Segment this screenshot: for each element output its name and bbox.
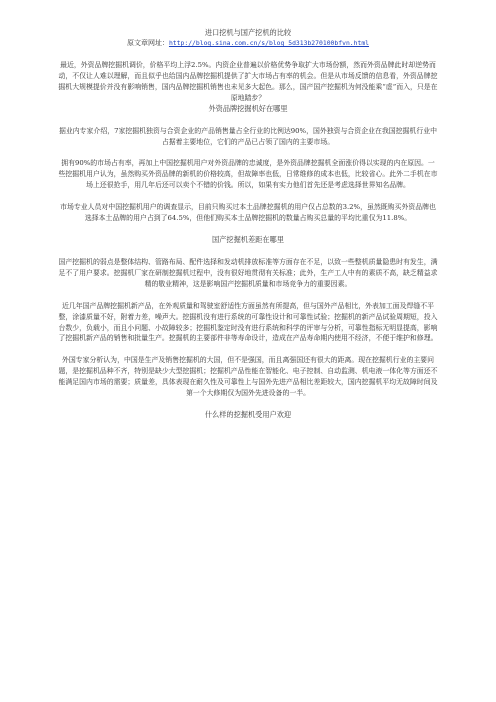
article (58, 28, 438, 432)
source-line (58, 38, 438, 48)
section-paragraph: 外国专家分析认为，中国是生产及销售挖掘机的大国，但不是强国，而且离强国还有很大的距离。现在挖掘机行业的主要问题，是挖掘机品种不齐，特别是缺少大型挖掘机；挖掘机产品性能在智能化、电子控制、自动监测、机电液一体化等方面还不能满足国内市场的需要；质量差，具体表现在耐久性及可靠性上与国外先进产品相比差距较大，国内挖掘机平均无故障时间及第一个大修期仅为国外先进设备的一半。 (58, 356, 438, 398)
source-link[interactable]: http://blog.sina.com.cn/s/blog_5d313b270100bfvn.html (168, 39, 370, 47)
intro-paragraph: 最近，外资品牌挖掘机调价，价格平均上浮2.5%。内资企业普遍以价格优势争取扩大市场份额，然而外资品牌此时却逆势而动，不仅让人难以理解，而且似乎也给国内品牌挖掘机提供了扩大市场占有率的机会。但是从市场反馈的信息看，外资品牌挖掘机大规模提价并没有影响销售，国内品牌挖掘机销售也未见多大起色。那么，国产国产挖掘机为何没能乘“虚”而入，只是在原地踏步？ (58, 61, 438, 102)
section-paragraph: 市场专业人员对中国挖掘机用户的调查显示，目前只购买过本土品牌挖掘机的用户仅占总数的3.2%，虽然既购买外资品牌也选择本土品牌的用户占到了64.5%，但他们购买本土品牌挖掘机的数量占购买总量的平均比重仅为11.8%。 (60, 203, 436, 223)
section-paragraph: 国产挖掘机的弱点是整体结构、管路布局、配件选择和发动机排放标准等方面存在不足，以致一些整机质量隐患时有发生，满足不了用户要求。挖掘机厂家在研制挖掘机过程中，没有很好地贯彻有关标准；此外，生产工人中有的素质不高，缺乏精益求精的敬业精神，这是影响国产挖掘机质量和市场竞争力的重要因素。 (58, 257, 438, 288)
section-heading: 国产挖掘机差距在哪里 (212, 234, 284, 244)
section-paragraph: 拥有90%的市场占有率，再加上中国挖掘机用户对外资品牌的忠诚度，是外资品牌挖掘机全面涨价得以实现的内在原因。一些挖掘机用户认为，虽然购买外资品牌的新机的价格较高，但故障率也低，日常维修的成本也低，比较省心。此外二手机在市场上还很抢手，用几年后还可以卖个不错的价钱。所以，如果有实力他们首先还是考虑选择世界知名品牌。 (58, 159, 438, 190)
section-paragraph: 据业内专家介绍，7家挖掘机独资与合资企业的产品销售量占全行业的比例达90%，国外独资与合资企业在我国挖掘机行业中占据着主要地位，它们的产品已占领了国内的主要市场。 (58, 126, 437, 146)
section-paragraph: 近几年国产品牌挖掘机新产品，在外观质量和驾驶室舒适性方面虽然有所提高，但与国外产品相比，外表加工面及焊缝不平整，涂漆质量不好，附着力差，噪声大。挖掘机没有进行系统的可靠性设计和可靠性试验；挖掘机的新产品试验周期短，投入台数少，负载小，而且小问题、小故障较多；挖掘机鉴定时没有进行系统和科学的评审与分析，可靠性指标无明显提高，影响了挖掘机新产品的销售和批量生产。挖掘机的主要部件非等寿命设计，造成在产品寿命期内使用不经济，不便于维护和修理。 (58, 301, 438, 343)
article-title: 进口挖机与国产挖机的比较 (204, 28, 292, 37)
source-label: 原文章网址： (126, 39, 169, 47)
section-heading: 外资品牌挖掘机好在哪里 (208, 103, 288, 113)
section-heading: 什么样的挖掘机受用户欢迎 (204, 409, 292, 419)
